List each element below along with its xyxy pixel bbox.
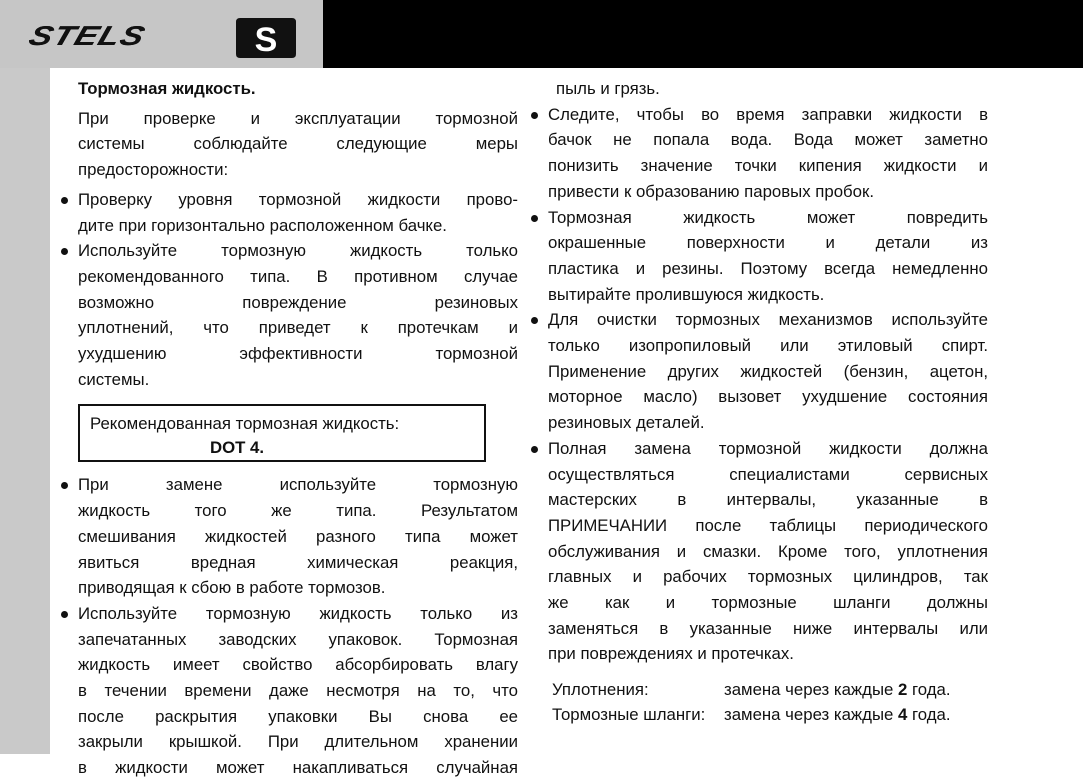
text-line: системы соблюдайте следующие меры [78,134,518,154]
bullet-icon [61,248,68,255]
table-row [552,702,988,727]
replacement-intervals-table [552,677,988,727]
text-line: ухудшению эффективности тормозной [78,344,518,364]
text-line: в жидкости может накапливаться случайная [78,758,518,778]
text-line: Проверку уровня тормозной жидкости прово- [78,189,518,209]
text-line: рекомендованного типа. В противном случае [78,266,518,286]
text-line: в течении времени даже несмотря на то, что [78,681,518,701]
text-line: Тормозная жидкость может повредить [548,207,988,227]
text-line: главных и рабочих тормозных цилиндров, так [548,567,988,587]
text-line: предосторожности: [78,160,229,180]
text-line: вытирайте пролившуюся жидкость. [548,284,825,304]
text-line: При проверке и эксплуатации тормозной [78,108,518,128]
bullet-icon [61,611,68,618]
text-line: Используйте тормозную жидкость только из [78,603,518,623]
text-line: после раскрытия упаковки Вы снова ее [78,706,518,726]
text-line: бачок не попала вода. Вода может заметно [548,130,988,150]
row-label: Уплотнения: [552,680,649,700]
brand-badge-icon [234,16,298,60]
bullet-item [528,205,988,308]
row-value: замена через каждые 2 года. [724,680,951,700]
text-line: возможно повреждение резиновых [78,292,518,312]
bullet-item [58,472,518,601]
note-value: DOT 4. [209,438,265,458]
text-line: Используйте тормозную жидкость только [78,241,518,261]
row-label: Тормозные шланги: [552,705,706,725]
bullet-item [528,436,988,667]
text-line: дите при горизонтально расположенном бачке. [78,215,447,235]
text-line: при повреждениях и протечках. [548,644,794,664]
intro-paragraph [58,106,518,183]
text-line: обслуживания и смазки. Кроме того, уплотнения [548,541,988,561]
header-bar [323,0,1083,68]
text-line: ПРИМЕЧАНИИ после таблицы периодического [548,515,988,535]
note-label: Рекомендованная тормозная жидкость: [90,414,400,434]
text-line: пыль и грязь. [556,79,660,98]
text-line: закрыли крышкой. При длительном хранении [78,732,518,752]
bullet-item [58,238,518,392]
bullet-icon [531,215,538,222]
svg-text:S: S [254,21,278,59]
text-line: пластика и резины. Поэтому всегда немедленно [548,258,988,278]
text-line: уплотнений, что приведет к протечкам и [78,318,518,338]
text-line: привести к образованию паровых пробок. [548,181,874,201]
bullet-item [528,102,988,205]
text-line: понизить значение точки кипения жидкости и [548,156,988,176]
logo-block [0,0,323,68]
table-row [552,677,988,702]
left-column [58,76,518,781]
text-line: жидкость имеет свойство абсорбировать влагу [78,655,518,675]
bullet-icon [531,446,538,453]
text-line: явиться вредная химическая реакция, [78,552,518,572]
text-line: системы. [78,369,150,389]
row-value: замена через каждые 4 года. [724,705,951,725]
left-margin-strip [0,68,50,754]
bullet-icon [531,112,538,119]
bullet-icon [61,482,68,489]
bullet-item [528,307,988,436]
text-line: При замене используйте тормозную [78,475,518,495]
bullet-icon [531,317,538,324]
text-line: Для очистки тормозных механизмов используйте [548,310,988,330]
recommended-fluid-box [78,404,486,462]
text-line: Применение других жидкостей (бензин, ацетон, [548,361,988,381]
text-line: осуществляться специалистами сервисных [548,464,988,484]
text-line: запечатанных заводских упаковок. Тормозная [78,629,518,649]
text-line: Следите, чтобы во время заправки жидкости в [548,104,988,124]
text-line: Полная замена тормозной жидкости должна [548,438,988,458]
text-line: смешивания жидкостей разного типа может [78,526,518,546]
brand-logo-text: STELS [25,20,150,52]
bullet-icon [61,197,68,204]
text-line: приводящая к сбою в работе тормозов. [78,578,386,598]
text-line: моторное масло) вызовет ухудшение состояния [548,387,988,407]
text-line: жидкость того же типа. Результатом [78,501,518,521]
text-line: мастерских в интервалы, указанные в [548,490,988,510]
section-heading: Тормозная жидкость. [78,79,256,98]
text-line: резиновых деталей. [548,413,705,433]
text-line: окрашенные поверхности и детали из [548,233,988,253]
right-column [528,76,988,727]
bullet-item [58,187,518,238]
text-line: же как и тормозные шланги должны [548,593,988,613]
text-line: только изопропиловый или этиловый спирт. [548,336,988,356]
text-line: заменяться в указанные ниже интервалы или [548,618,988,638]
